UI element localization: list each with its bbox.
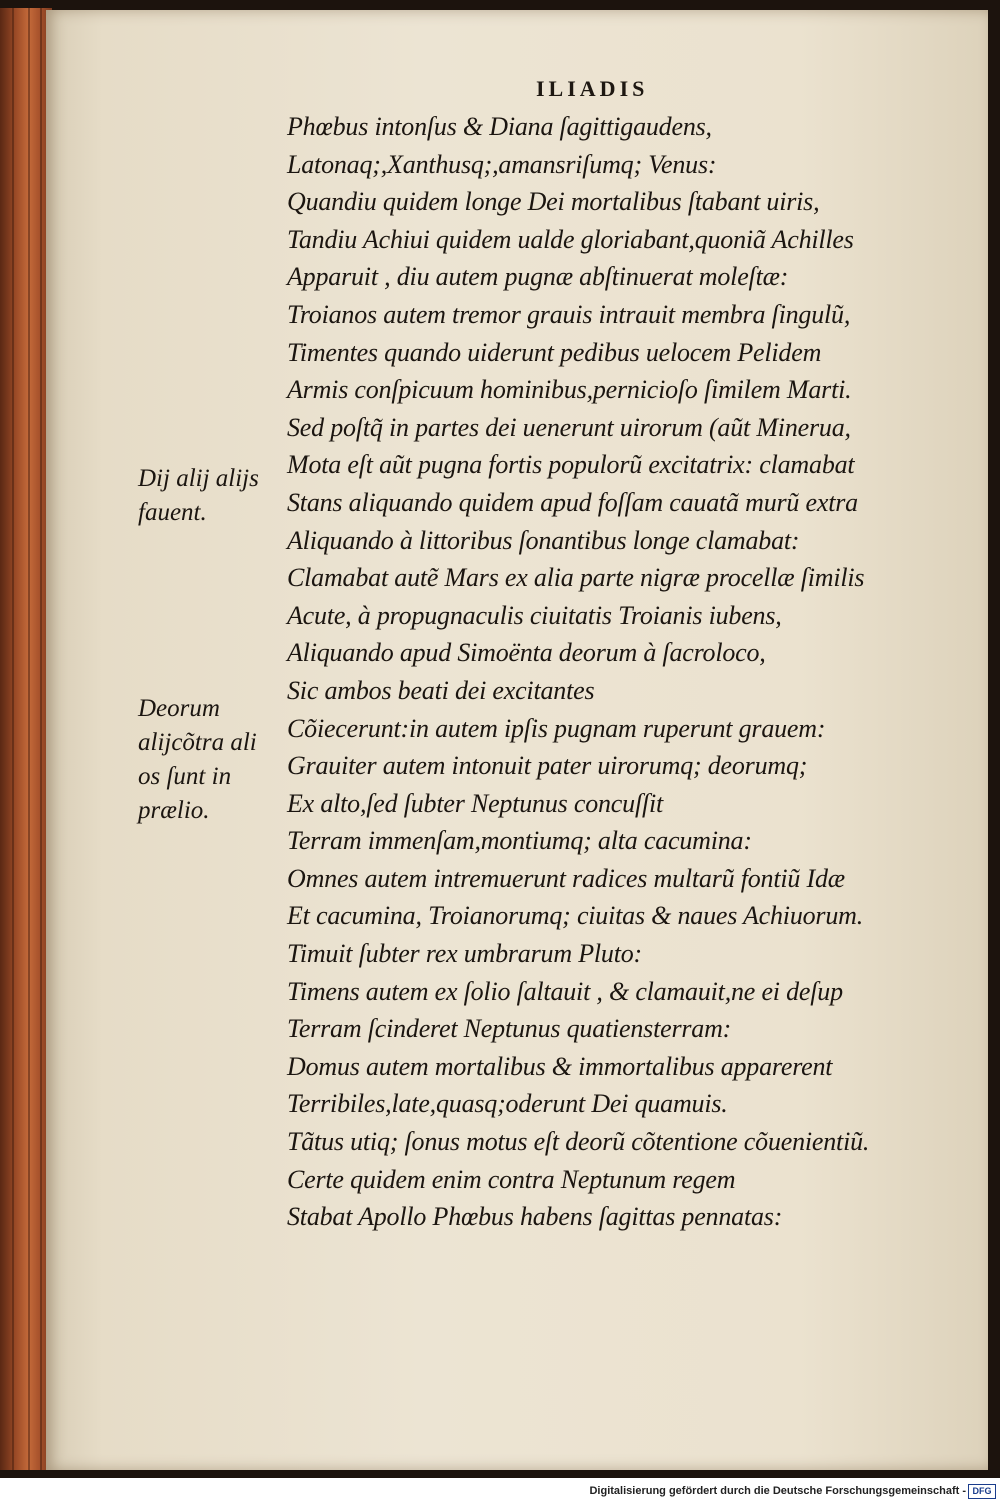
verse-line: Sic ambos beati dei excitantes — [287, 675, 595, 705]
edge-line — [28, 8, 30, 1470]
verse-line: Apparuit , diu autem pugnæ abſtinuerat moleſtæ: — [287, 262, 789, 292]
verse-line: Tãtus utiq; ſonus motus eſt deorũ cõtentione cõuenientiũ. — [287, 1127, 870, 1157]
verse-line: Timentes quando uiderunt pedibus uelocem Pelidem — [287, 337, 822, 367]
verse-lines — [287, 108, 869, 1236]
verse-line: Et cacumina, Troianorumq; ciuitas & naues Achiuorum. — [287, 901, 864, 931]
footer-bar — [0, 1478, 1000, 1503]
running-header: ILIADIS — [536, 76, 649, 101]
verse-line: Omnes autem intremuerunt radices multarũ fontiũ Idæ — [287, 863, 845, 893]
verse-line: Sed poſtq̃ in partes dei uenerunt uirorum (aũt Minerua, — [287, 412, 851, 442]
verse-line: Aliquando apud Simoënta deorum à ſacroloco, — [287, 638, 766, 668]
marginal-note-line: os ſunt in — [138, 763, 232, 790]
verse-line: Terribiles,late,quasq;oderunt Dei quamuis. — [287, 1089, 728, 1119]
verse-line: Latonaq;,Xanthusq;,amansriſumq; Venus: — [287, 149, 717, 179]
verse-line: Ex alto,ſed ſubter Neptunus concuſſit — [287, 788, 664, 818]
verse-line: Acute, à propugnaculis ciuitatis Troianis iubens, — [287, 600, 782, 630]
verse-line: Grauiter autem intonuit pater uirorumq; deorumq; — [287, 751, 808, 781]
marginal-note-line: Deorum — [138, 695, 220, 722]
marginal-note-gods-battle — [138, 692, 257, 828]
verse-line: Mota eſt aũt pugna fortis populorũ excitatrix: clamabat — [287, 450, 855, 480]
verse-line: Terram ſcinderet Neptunus quatiensterram: — [287, 1014, 732, 1044]
verse-line: Tandiu Achiui quidem ualde gloriabant,quoniã Achilles — [287, 224, 854, 254]
marginal-note-gods-favor — [138, 462, 259, 530]
edge-line — [12, 8, 14, 1470]
verse-line: Armis conſpicuum hominibus,pernicioſo ſimilem Marti. — [287, 375, 852, 405]
marginal-note-line: prælio. — [138, 797, 210, 824]
verse-line: Stans aliquando quidem apud foſſam cauatã murũ extra — [287, 487, 858, 517]
verse-line: Domus autem mortalibus & immortalibus apparerent — [287, 1051, 833, 1081]
verse-line: Timens autem ex ſolio ſaltauit , & clamauit,ne ei deſup — [287, 976, 843, 1006]
marginal-note-line: fauent. — [138, 499, 207, 526]
verse-line: Clamabat autẽ Mars ex alia parte nigræ procellæ ſimilis — [287, 563, 865, 593]
verse-line: Certe quidem enim contra Neptunum regem — [287, 1164, 736, 1194]
verse-line: Quandiu quidem longe Dei mortalibus ſtabant uiris, — [287, 187, 820, 217]
verse-line: Aliquando à littoribus ſonantibus longe clamabat: — [287, 525, 800, 555]
verse-line: Timuit ſubter rex umbrarum Pluto: — [287, 939, 642, 969]
verse-line: Troianos autem tremor grauis intrauit membra ſingulũ, — [287, 299, 851, 329]
book-fore-edge — [0, 8, 52, 1470]
edge-line — [40, 8, 42, 1470]
marginal-note-line: alijcõtra ali — [138, 729, 257, 756]
dfg-logo: DFG — [968, 1484, 996, 1499]
marginal-note-line: Dij alij alijs — [138, 465, 259, 492]
verse-line: Stabat Apollo Phœbus habens ſagittas pennatas: — [287, 1202, 783, 1232]
funding-credit: Digitalisierung gefördert durch die Deutsche Forschungsgemeinschaft - — [589, 1485, 966, 1497]
verse-line: Cõiecerunt:in autem ipſis pugnam ruperunt grauem: — [287, 713, 826, 743]
verse-line: Terram immenſam,montiumq; alta cacumina: — [287, 826, 752, 856]
verse-line: Phœbus intonſus & Diana ſagittigaudens, — [287, 112, 712, 141]
